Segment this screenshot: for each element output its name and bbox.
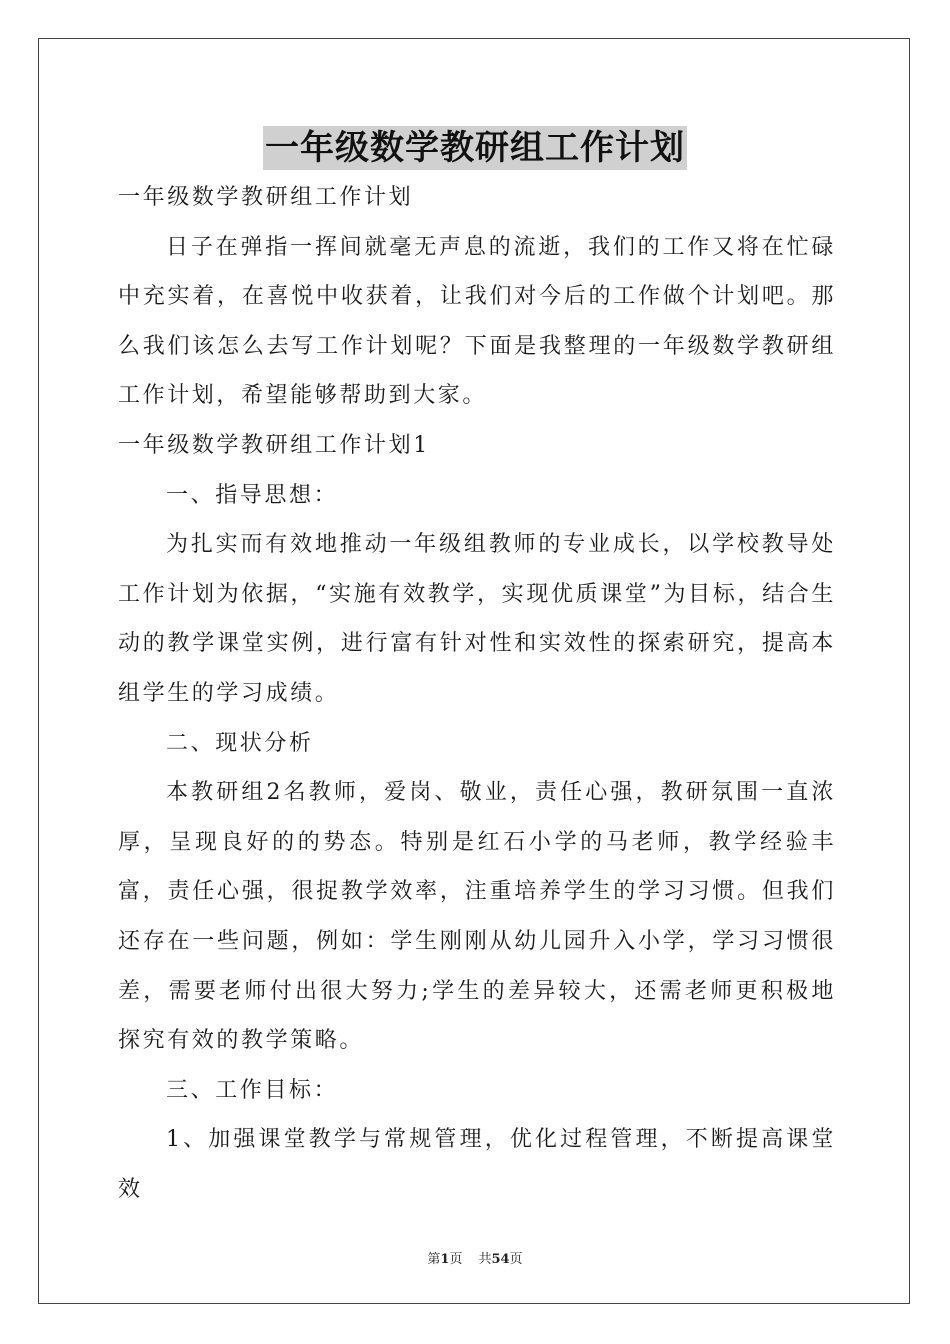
paragraph: 二、现状分析 [166,730,314,756]
paragraph: 本教研组2名教师，爱岗、敬业，责任心强，教研氛围一直浓厚，呈现良好的的势态。特别是红石小学的马老师，教学经验丰富，责任心强，很捉教学效率，注重培养学生的学习习惯。但我们还存在一些问题，例如：学生刚刚从幼儿园升入小学，学习习惯很差，需要老师付出很大努力;学生的差异较大，还需老师更积极地探究有效的教学策略。 [118,780,836,1054]
page-prefix: 第 [427,1252,441,1267]
paragraph: 一、指导思想： [166,482,339,508]
page-footer [0,1248,950,1267]
paragraph: 三、工作目标： [166,1077,339,1103]
page-current: 1 [440,1252,450,1267]
paragraph: 日子在弹指一挥间就毫无声息的流逝，我们的工作又将在忙碌中充实着，在喜悦中收获着，让我们对今后的工作做个计划吧。那么我们该怎么去写工作计划呢？下面是我整理的一年级数学教研组工作计划，希望能够帮助到大家。 [118,234,836,409]
title-container [0,126,950,170]
paragraph: 为扎实而有效地推动一年级组教师的专业成长，以学校教导处工作计划为依据，“实施有效教学，实现优质课堂”为目标，结合生动的教学课堂实例，进行富有针对性和实效性的探索研究，提高本组学生的学习成绩。 [118,532,836,706]
total-suffix: 页 [509,1252,523,1267]
document-title: 一年级数学教研组工作计划 [265,128,685,168]
document-body [118,173,836,1214]
total-prefix: 共 [478,1252,492,1267]
page-suffix: 页 [449,1252,463,1267]
paragraph: 1、加强课堂教学与常规管理，优化过程管理，不断提高课堂效 [118,1127,836,1202]
paragraph: 一年级数学教研组工作计划1 [118,432,430,458]
paragraph: 一年级数学教研组工作计划 [118,185,414,210]
page-total: 54 [491,1252,510,1267]
